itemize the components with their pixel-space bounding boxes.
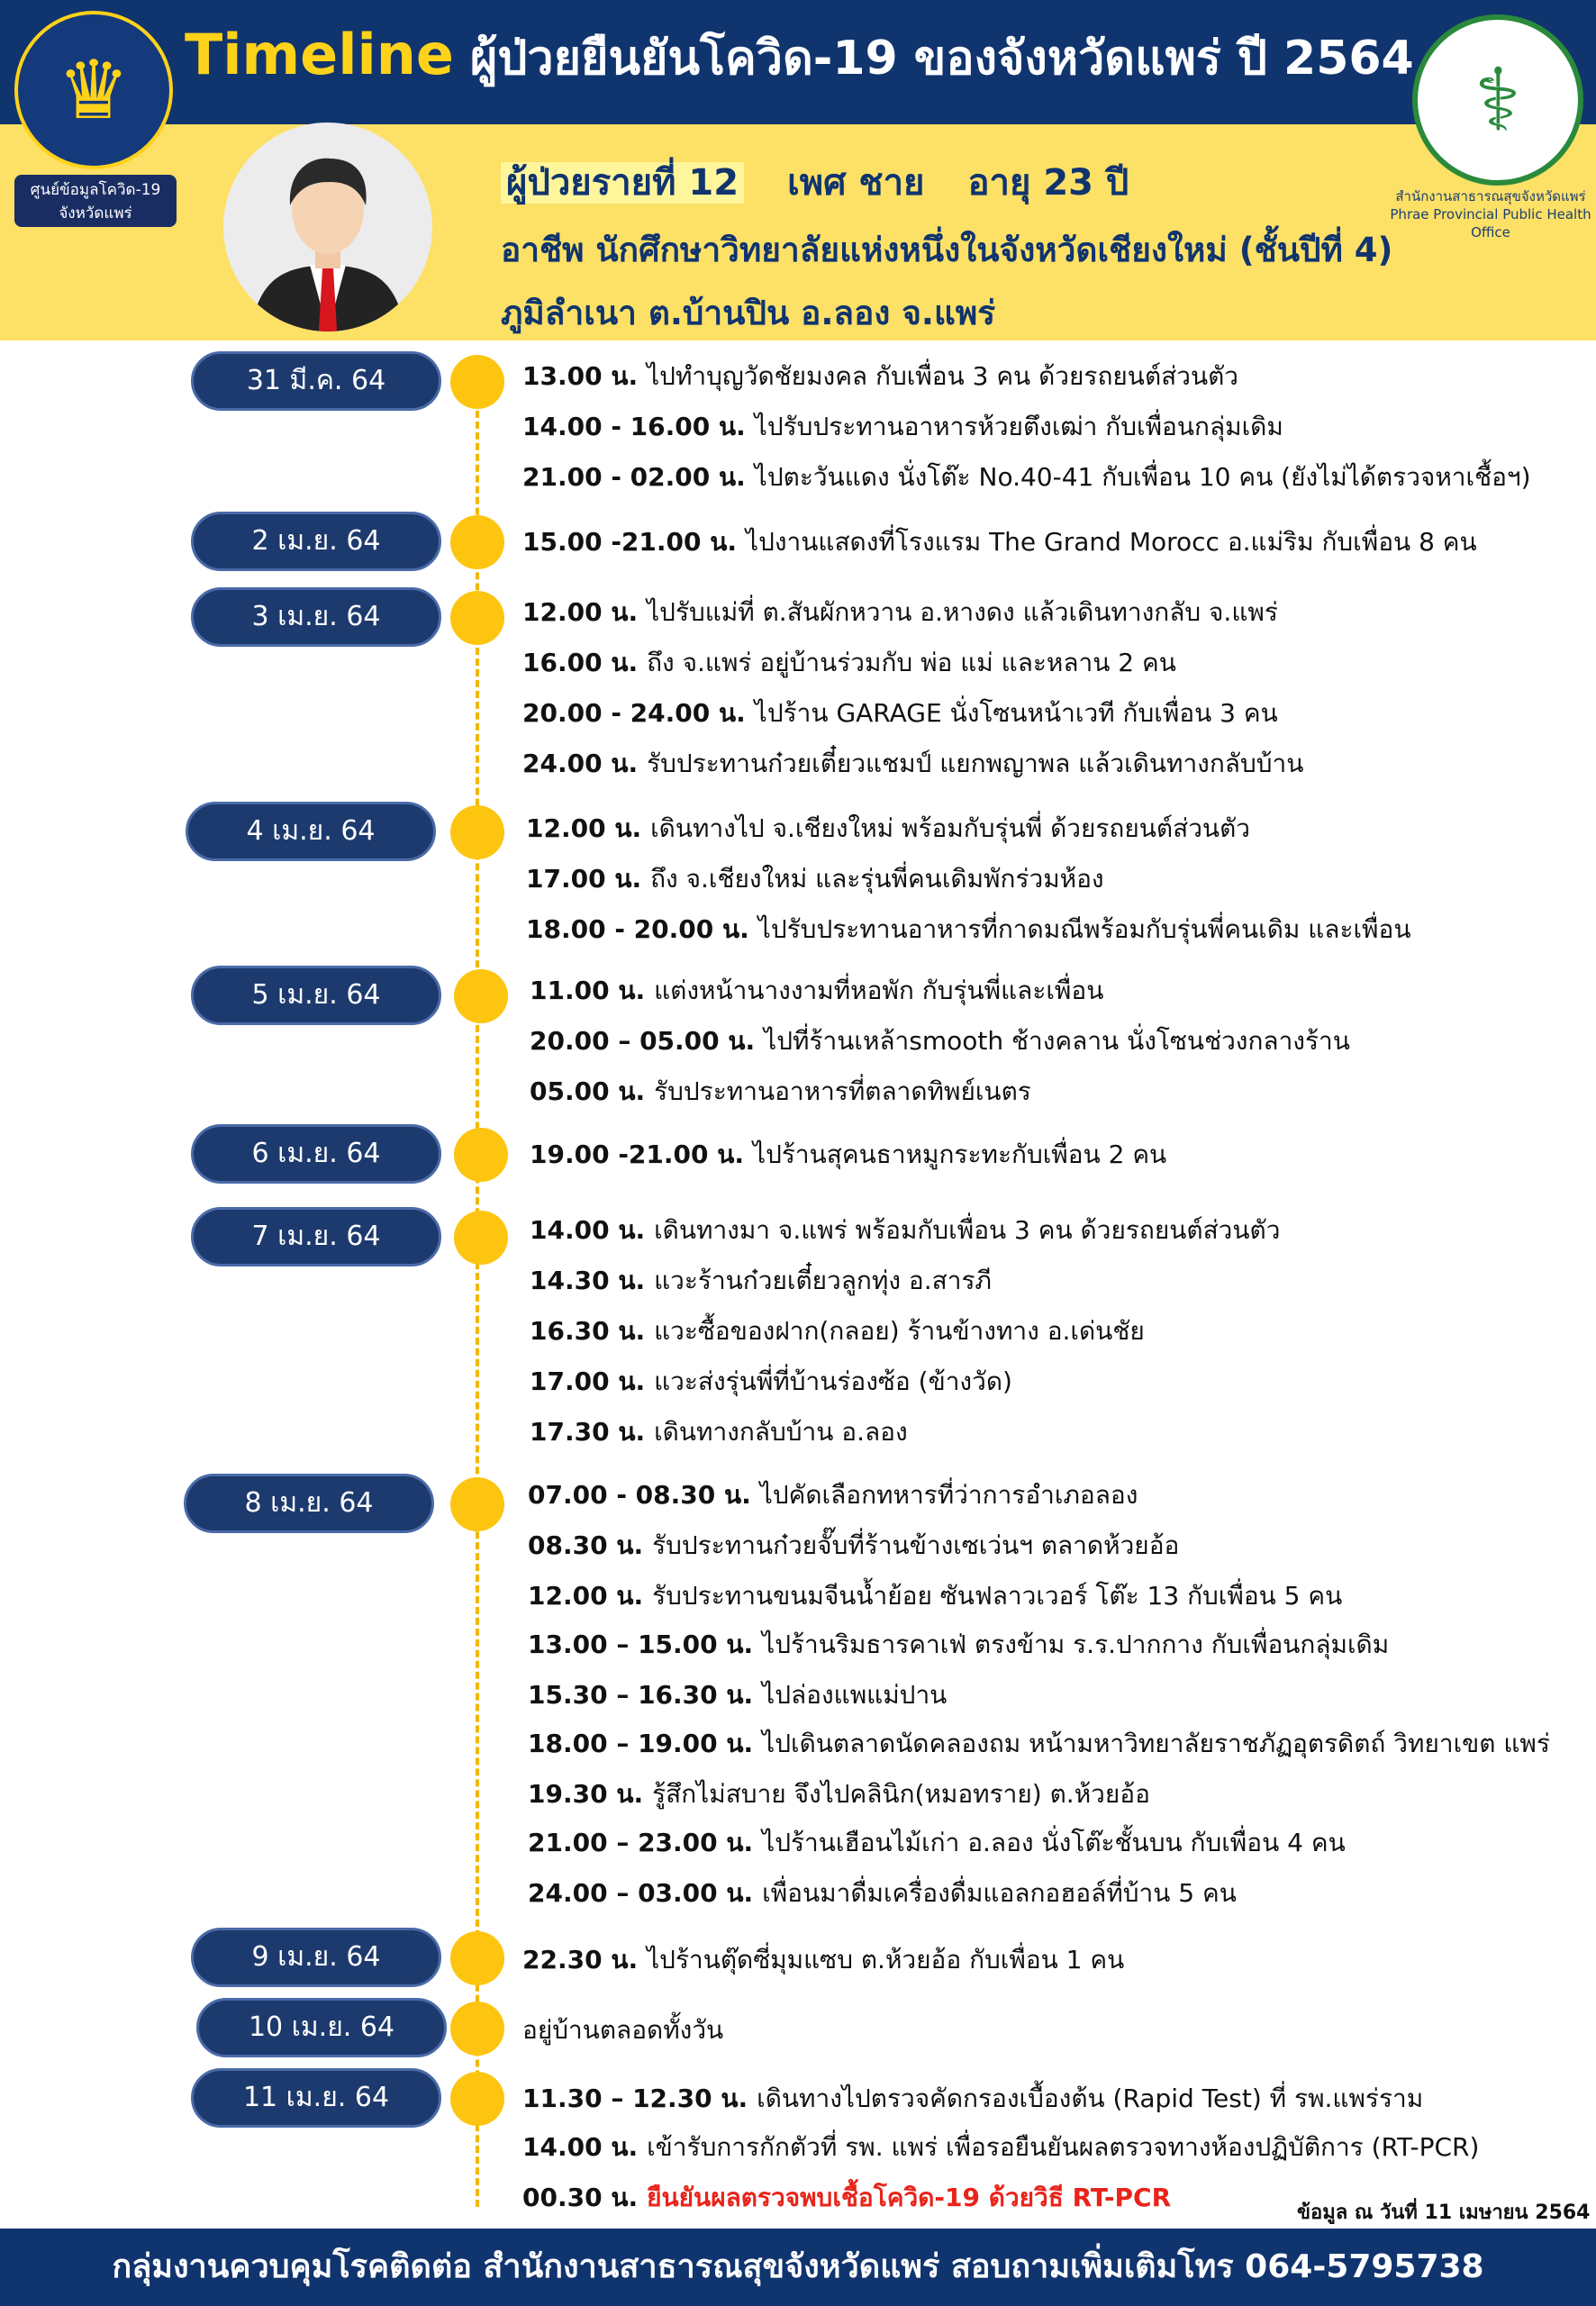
event bbox=[522, 2012, 723, 2048]
date-pill: 6 เม.ย. 64 bbox=[191, 1124, 441, 1184]
event bbox=[530, 1364, 1012, 1400]
event-time: 07.00 - 08.30 น. bbox=[528, 1480, 751, 1510]
event-time: 19.30 น. bbox=[528, 1779, 644, 1809]
event bbox=[528, 1776, 1150, 1812]
event-time: 11.30 – 12.30 น. bbox=[522, 2084, 748, 2113]
event-time: 14.00 น. bbox=[530, 1215, 646, 1245]
page-title bbox=[185, 20, 1414, 95]
event bbox=[530, 1313, 1145, 1349]
event bbox=[528, 1825, 1346, 1861]
event-time: 15.30 – 16.30 น. bbox=[528, 1680, 754, 1710]
event-text: อยู่บ้านตลอดทั้งวัน bbox=[522, 2015, 724, 2045]
avatar bbox=[223, 123, 432, 331]
event-time: 14.00 - 16.00 น. bbox=[522, 412, 746, 441]
event-text: รับประทานก๋วยเตี๋ยวแชมป์ แยกพญาพล แล้วเดินทางกลับบ้าน bbox=[647, 749, 1304, 778]
event bbox=[522, 695, 1278, 731]
event-time: 13.00 น. bbox=[522, 361, 639, 391]
event bbox=[530, 1263, 992, 1299]
event-text: ไปร้านริมธารคาเฟ่ ตรงข้าม ร.ร.ปากกาง กับเพื่อนกลุ่มเดิม bbox=[762, 1630, 1390, 1659]
ministry-logo-icon: ⚕ bbox=[1412, 14, 1583, 186]
event bbox=[522, 359, 1238, 395]
event-text: แวะส่งรุ่นพี่ที่บ้านร่องซ้อ (ข้างวัด) bbox=[654, 1366, 1012, 1396]
event bbox=[522, 409, 1283, 445]
timeline-dot bbox=[450, 2002, 504, 2056]
event-text: ไปรับประทานอาหารห้วยตึงเฒ่า กับเพื่อนกลุ่มเดิม bbox=[754, 412, 1283, 441]
event bbox=[522, 595, 1278, 631]
timeline-dot bbox=[450, 2072, 504, 2126]
timeline-dot bbox=[450, 1931, 504, 1985]
covid-center-badge bbox=[14, 175, 177, 227]
event bbox=[526, 912, 1410, 948]
event-time: 17.30 น. bbox=[530, 1417, 646, 1447]
event-time: 21.00 – 23.00 น. bbox=[528, 1828, 754, 1857]
event bbox=[530, 1023, 1350, 1059]
title-rest: ผู้ป่วยยืนยันโควิด-19 ของจังหวัดแพร่ ปี 2564 bbox=[469, 32, 1414, 86]
event-text: ไปทำบุญวัดชัยมงคล กับเพื่อน 3 คน ด้วยรถยนต์ส่วนตัว bbox=[647, 361, 1238, 391]
event-time: 14.00 น. bbox=[522, 2132, 639, 2162]
event-text: เดินทางกลับบ้าน อ.ลอง bbox=[654, 1417, 908, 1447]
event bbox=[530, 1212, 1280, 1248]
event bbox=[528, 1726, 1550, 1762]
ministry-line2: Phrae Provincial Public Health Office bbox=[1390, 206, 1591, 241]
event-text: ถึง จ.แพร่ อยู่บ้านร่วมกับ พ่อ แม่ และหลาน 2 คน bbox=[647, 648, 1176, 677]
case-label: ผู้ป่วยรายที่ 12 bbox=[501, 162, 744, 204]
patient-occupation: อาชีพ นักศึกษาวิทยาลัยแห่งหนึ่งในจังหวัดเชียงใหม่ (ชั้นปีที่ 4) bbox=[501, 231, 1393, 269]
event-time: 19.00 -21.00 น. bbox=[530, 1139, 745, 1169]
patient-hometown: ภูมิลำเนา ต.บ้านปิน อ.ลอง จ.แพร่ bbox=[501, 294, 996, 332]
event-text-confirmed: ยืนยันผลตรวจพบเชื้อโควิด-19 ด้วยวิธี RT-PCR bbox=[647, 2183, 1172, 2212]
event bbox=[530, 1074, 1031, 1110]
event-text: แต่งหน้านางงามที่หอพัก กับรุ่นพี่และเพื่อน bbox=[654, 976, 1104, 1005]
event-text: รับประทานอาหารที่ตลาดทิพย์เนตร bbox=[654, 1076, 1031, 1106]
event-text: เข้ารับการกักตัวที่ รพ. แพร่ เพื่อรอยืนยันผลตรวจทางห้องปฏิบัติการ (RT-PCR) bbox=[647, 2132, 1480, 2162]
event-time: 12.00 น. bbox=[526, 813, 642, 843]
event-text: เพื่อนมาดื่มเครื่องดื่มแอลกอฮอล์ที่บ้าน 5 คน bbox=[762, 1878, 1237, 1908]
event-time: 24.00 – 03.00 น. bbox=[528, 1878, 754, 1908]
event bbox=[522, 2129, 1479, 2165]
event-time: 12.00 น. bbox=[528, 1581, 644, 1611]
date-pill: 7 เม.ย. 64 bbox=[191, 1207, 441, 1266]
timeline-dot bbox=[454, 1211, 508, 1265]
event-time: 08.30 น. bbox=[528, 1530, 644, 1560]
event bbox=[522, 645, 1176, 681]
event-text: แวะร้านก๋วยเตี๋ยวลูกทุ่ง อ.สารภี bbox=[654, 1266, 992, 1295]
event-text: ไปร้าน GARAGE นั่งโซนหน้าเวที กับเพื่อน 3 คน bbox=[754, 698, 1278, 728]
event-text: ไปรับประทานอาหารที่กาดมณีพร้อมกับรุ่นพี่คนเดิม และเพื่อน bbox=[757, 914, 1411, 944]
event-time: 18.00 – 19.00 น. bbox=[528, 1729, 754, 1758]
event-text: รู้สึกไม่สบาย จึงไปคลินิก(หมอทราย) ต.ห้วยอ้อ bbox=[652, 1779, 1150, 1809]
event-text: ถึง จ.เชียงใหม่ และรุ่นพี่คนเดิมพักร่วมห้อง bbox=[650, 864, 1104, 894]
event-time: 14.30 น. bbox=[530, 1266, 646, 1295]
event-time: 20.00 - 24.00 น. bbox=[522, 698, 746, 728]
event-time: 12.00 น. bbox=[522, 597, 639, 627]
event bbox=[528, 1477, 1138, 1513]
timeline-dot bbox=[450, 805, 504, 859]
event bbox=[530, 973, 1103, 1009]
date-pill: 4 เม.ย. 64 bbox=[186, 802, 436, 861]
event-text: แวะซื้อของฝาก(กลอย) ร้านข้างทาง อ.เด่นชัย bbox=[654, 1316, 1145, 1346]
patient-age: อายุ 23 ปี bbox=[967, 162, 1129, 204]
event-time: 18.00 - 20.00 น. bbox=[526, 914, 749, 944]
event-text: ไปเดินตลาดนัดคลองถม หน้ามหาวิทยาลัยราชภัฏอุตรดิตถ์ วิทยาเขต แพร่ bbox=[762, 1729, 1550, 1758]
center-badge-line2: จังหวัดแพร่ bbox=[59, 204, 132, 222]
event bbox=[528, 1578, 1342, 1614]
ministry-line1: สำนักงานสาธารณสุขจังหวัดแพร่ bbox=[1395, 188, 1586, 204]
date-pill: 10 เม.ย. 64 bbox=[196, 1998, 447, 2057]
date-pill: 3 เม.ย. 64 bbox=[191, 587, 441, 647]
event-time: 24.00 น. bbox=[522, 749, 639, 778]
event bbox=[522, 1942, 1124, 1978]
event-text: เดินทางไป จ.เชียงใหม่ พร้อมกับรุ่นพี่ ด้วยรถยนต์ส่วนตัว bbox=[650, 813, 1250, 843]
event bbox=[526, 861, 1104, 897]
timeline-dot bbox=[450, 355, 504, 409]
event bbox=[528, 1677, 947, 1713]
timeline-dot bbox=[454, 1128, 508, 1182]
event bbox=[530, 1414, 908, 1450]
event-time: 11.00 น. bbox=[530, 976, 646, 1005]
event-time: 16.30 น. bbox=[530, 1316, 646, 1346]
event-time: 13.00 – 15.00 น. bbox=[528, 1630, 754, 1659]
patient-line-1 bbox=[501, 153, 1129, 211]
ministry-caption bbox=[1387, 187, 1594, 241]
date-pill: 2 เม.ย. 64 bbox=[191, 512, 441, 571]
event-text: ไปตะวันแดง นั่งโต๊ะ No.40-41 กับเพื่อน 10 คน (ยังไม่ได้ตรวจหาเชื้อฯ) bbox=[754, 462, 1531, 492]
source-note: ข้อมูล ณ วันที่ 11 เมษายน 2564 bbox=[1297, 2202, 1591, 2224]
event-text: รับประทานก๋วยจั๊บที่ร้านข้างเซเว่นฯ ตลาดห้วยอ้อ bbox=[652, 1530, 1180, 1560]
event-time: 16.00 น. bbox=[522, 648, 639, 677]
event-text: เดินทางไปตรวจคัดกรองเบื้องต้น (Rapid Test) ที่ รพ.แพร่ราม bbox=[757, 2084, 1424, 2113]
event-time: 20.00 – 05.00 น. bbox=[530, 1026, 756, 1056]
event-time: 17.00 น. bbox=[530, 1366, 646, 1396]
date-pill: 5 เม.ย. 64 bbox=[191, 966, 441, 1025]
timeline-dot bbox=[450, 591, 504, 645]
event-time: 00.30 น. bbox=[522, 2183, 639, 2212]
event bbox=[522, 746, 1303, 782]
event bbox=[528, 1627, 1389, 1663]
province-emblem-icon: ♛ bbox=[14, 11, 173, 169]
date-pill: 11 เม.ย. 64 bbox=[191, 2068, 441, 2128]
event bbox=[530, 1137, 1166, 1173]
event bbox=[528, 1528, 1179, 1564]
event-text: ไปคัดเลือกทหารที่ว่าการอำเภอลอง bbox=[759, 1480, 1138, 1510]
timeline-dot bbox=[454, 969, 508, 1023]
date-pill: 8 เม.ย. 64 bbox=[184, 1474, 434, 1533]
event-text: ไปล่องแพแม่ปาน bbox=[762, 1680, 948, 1710]
date-pill: 9 เม.ย. 64 bbox=[191, 1928, 441, 1987]
event-text: ไปที่ร้านเหล้าsmooth ช้างคลาน นั่งโซนช่วงกลางร้าน bbox=[764, 1026, 1350, 1056]
event bbox=[526, 811, 1250, 847]
event-time: 17.00 น. bbox=[526, 864, 642, 894]
event bbox=[528, 1875, 1237, 1911]
event-text: ไปร้านตุ๊ดซี่มุมแซบ ต.ห้วยอ้อ กับเพื่อน 1 คน bbox=[647, 1945, 1125, 1975]
title-prefix: Timeline bbox=[185, 22, 454, 87]
timeline-dot bbox=[450, 515, 504, 569]
center-badge-line1: ศูนย์ข้อมูลโควิด-19 bbox=[30, 181, 161, 199]
event-time: 21.00 - 02.00 น. bbox=[522, 462, 746, 492]
event bbox=[522, 2180, 1171, 2216]
patient-sex: เพศ ชาย bbox=[787, 162, 925, 204]
event-text: ไปรับแม่ที่ ต.สันผักหวาน อ.หางดง แล้วเดินทางกลับ จ.แพร่ bbox=[647, 597, 1278, 627]
event bbox=[522, 2081, 1423, 2117]
event bbox=[522, 459, 1531, 495]
event-text: ไปร้านสุคนธาหมูกระทะกับเพื่อน 2 คน bbox=[753, 1139, 1167, 1169]
event-text: เดินทางมา จ.แพร่ พร้อมกับเพื่อน 3 คน ด้วยรถยนต์ส่วนตัว bbox=[654, 1215, 1281, 1245]
event-time: 15.00 -21.00 น. bbox=[522, 527, 738, 557]
date-pill: 31 มี.ค. 64 bbox=[191, 351, 441, 411]
event-text: ไปงานแสดงที่โรงแรม The Grand Morocc อ.แม่ริม กับเพื่อน 8 คน bbox=[746, 527, 1477, 557]
event-time: 22.30 น. bbox=[522, 1945, 639, 1975]
timeline-dot bbox=[450, 1477, 504, 1531]
event-text: ไปร้านเฮือนไม้เก่า อ.ลอง นั่งโต๊ะชั้นบน กับเพื่อน 4 คน bbox=[762, 1828, 1346, 1857]
event bbox=[522, 524, 1477, 560]
event-time: 05.00 น. bbox=[530, 1076, 646, 1106]
event-text: รับประทานขนมจีนน้ำย้อย ซันฟลาวเวอร์ โต๊ะ 13 กับเพื่อน 5 คน bbox=[652, 1581, 1343, 1611]
footer-contact: กลุ่มงานควบคุมโรคติดต่อ สำนักงานสาธารณสุขจังหวัดแพร่ สอบถามเพิ่มเติมโทร 064-5795738 bbox=[0, 2229, 1596, 2306]
